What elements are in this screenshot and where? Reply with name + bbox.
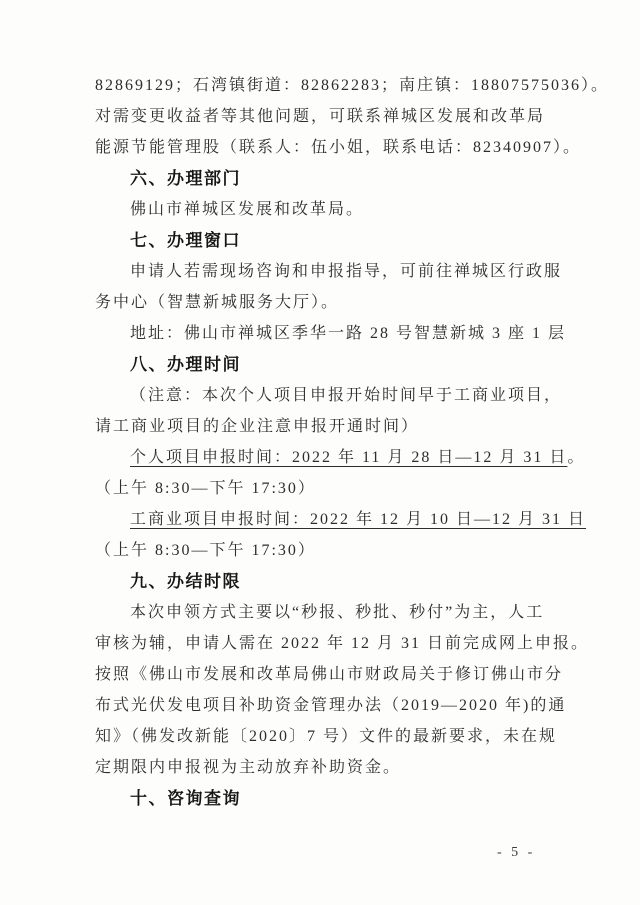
text-line: 对需变更收益者等其他问题，可联系禅城区发展和改革局 xyxy=(95,108,546,125)
text-line: 82869129；石湾镇街道：82862283；南庄镇：18807575036）。 xyxy=(95,77,610,94)
text-line: 本次申领方式主要以“秒报、秒批、秒付”为主，人工 xyxy=(130,604,545,621)
underlined-text: 个人项目申报时间：2022 年 11 月 28 日—12 月 31 日 xyxy=(130,449,568,466)
text-line: （注意：本次个人项目申报开始时间早于工商业项目， xyxy=(130,387,563,404)
text-line: （上午 8:30—下午 17:30） xyxy=(95,542,316,559)
text-line: 审核为辅，申请人需在 2022 年 12 月 31 日前完成网上申报。 xyxy=(95,635,590,652)
text-line: 请工商业项目的企业注意申报开通时间） xyxy=(95,418,420,435)
text-line: 知》（佛发改新能〔2020〕7 号）文件的最新要求，未在规 xyxy=(95,728,558,745)
text-line: 布式光伏发电项目补助资金管理办法（2019—2020 年)的通 xyxy=(95,697,567,714)
text-line: 务中心（智慧新城服务大厅）。 xyxy=(95,294,340,311)
text-tail: 。 xyxy=(567,449,586,466)
document-body xyxy=(95,70,610,814)
section-heading: 八、办理时间 xyxy=(130,355,241,374)
text-line xyxy=(95,504,587,535)
underlined-text: 工商业项目申报时间：2022 年 12 月 10 日—12 月 31 日 xyxy=(130,511,587,528)
text-line: （上午 8:30—下午 17:30） xyxy=(95,480,316,497)
section-heading: 七、办理窗口 xyxy=(130,231,241,250)
text-line: 定期限内申报视为主动放弃补助资金。 xyxy=(95,759,402,776)
text-line: 申请人若需现场咨询和申报指导，可前往禅城区行政服 xyxy=(130,263,563,280)
page-number: - 5 - xyxy=(497,845,536,860)
text-line: 地址：佛山市禅城区季华一路 28 号智慧新城 3 座 1 层 xyxy=(130,325,567,342)
text-line: 佛山市禅城区发展和改革局。 xyxy=(130,201,365,218)
text-line: 按照《佛山市发展和改革局佛山市财政局关于修订佛山市分 xyxy=(95,666,564,683)
text-line: 能源节能管理股（联系人：伍小姐，联系电话：82340907）。 xyxy=(95,139,582,156)
section-heading: 十、咨询查询 xyxy=(130,789,241,808)
section-heading: 六、办理部门 xyxy=(130,169,241,188)
text-line xyxy=(95,442,586,473)
section-heading: 九、办结时限 xyxy=(130,572,241,591)
